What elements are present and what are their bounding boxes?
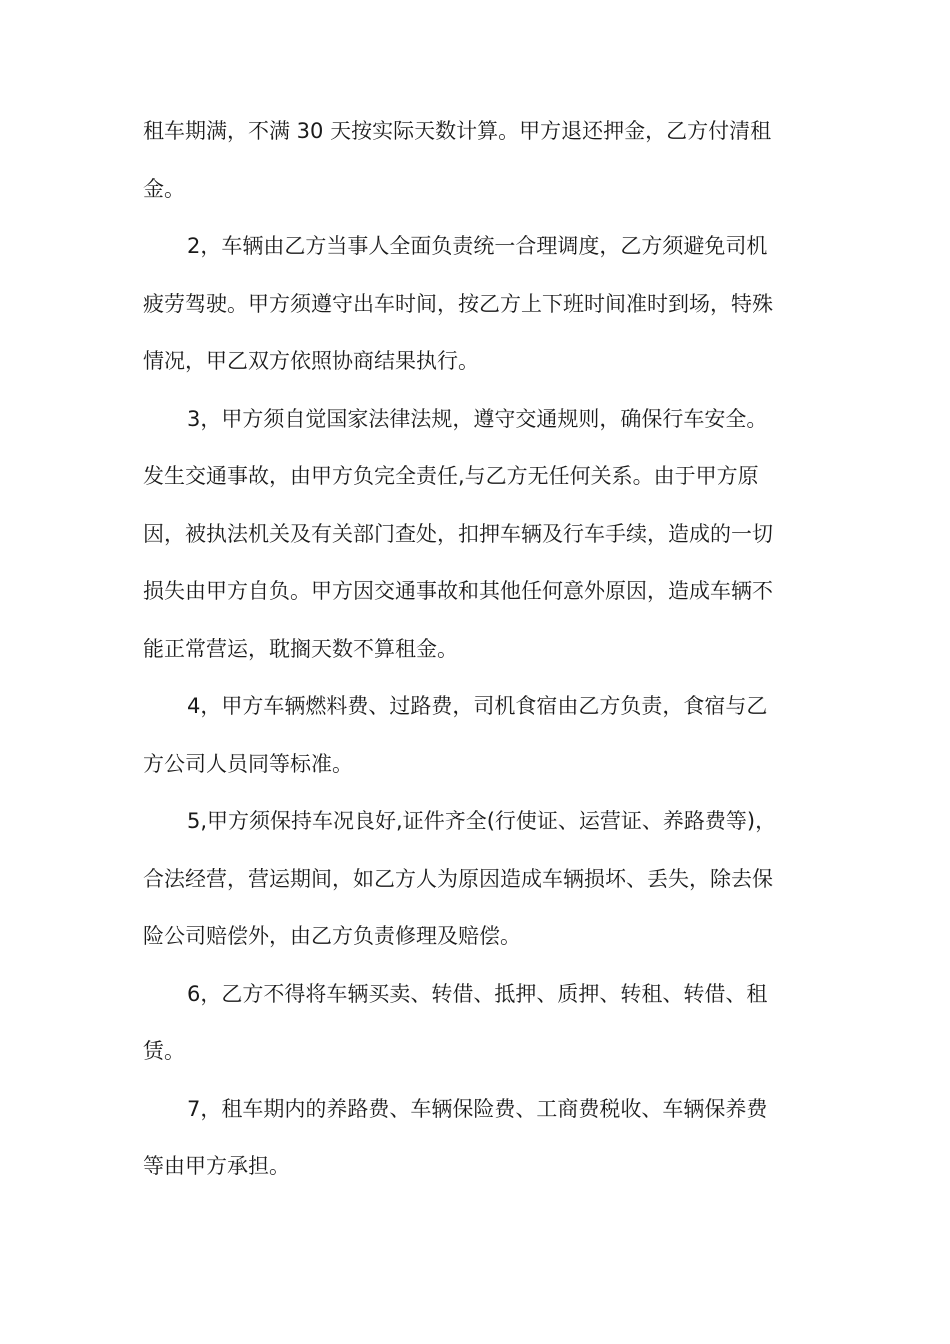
paragraph-clause-6 [143,966,823,1081]
text-line: 6，乙方不得将车辆买卖、转借、抵押、质押、转租、转借、租 [187,981,768,1006]
text-line: 能正常营运，耽搁天数不算租金。 [143,636,458,661]
text-line: 发生交通事故，由甲方负完全责任,与乙方无任何关系。由于甲方原 [143,464,759,488]
paragraph-clause-7 [143,1081,823,1196]
paragraph-continuation [143,103,823,218]
text-line: 情况，甲乙双方依照协商结果执行。 [143,349,479,373]
text-line: 等由甲方承担。 [143,1154,290,1178]
text-line: 3，甲方须自觉国家法律法规，遵守交通规则，确保行车安全。 [187,406,768,431]
text-line: 2，车辆由乙方当事人全面负责统一合理调度，乙方须避免司机 [187,234,768,258]
text-line: 合法经营，营运期间，如乙方人为原因造成车辆损坏、丢失，除去保 [143,866,773,891]
text-line: 疲劳驾驶。甲方须遵守出车时间，按乙方上下班时间准时到场，特殊 [143,291,773,316]
text-line: 7，租车期内的养路费、车辆保险费、工商费税收、车辆保养费 [187,1096,768,1121]
text-line: 损失由甲方自负。甲方因交通事故和其他任何意外原因，造成车辆不 [143,579,773,603]
text-line: 险公司赔偿外，由乙方负责修理及赔偿。 [143,924,521,948]
paragraph-clause-2 [143,218,823,391]
text-line: 赁。 [143,1039,185,1063]
paragraph-clause-5 [143,793,823,966]
text-line: 金。 [143,176,185,201]
text-line: 租车期满，不满 30 天按实际天数计算。甲方退还押金，乙方付清租 [143,119,772,143]
document-body [143,103,823,1196]
paragraph-clause-3 [143,391,823,679]
text-line: 5,甲方须保持车况良好,证件齐全(行使证、运营证、养路费等)， [187,809,777,833]
text-line: 4，甲方车辆燃料费、过路费，司机食宿由乙方负责，食宿与乙 [187,694,768,718]
paragraph-clause-4 [143,678,823,793]
text-line: 方公司人员同等标准。 [143,751,353,776]
text-line: 因，被执法机关及有关部门查处，扣押车辆及行车手续，造成的一切 [143,521,773,546]
